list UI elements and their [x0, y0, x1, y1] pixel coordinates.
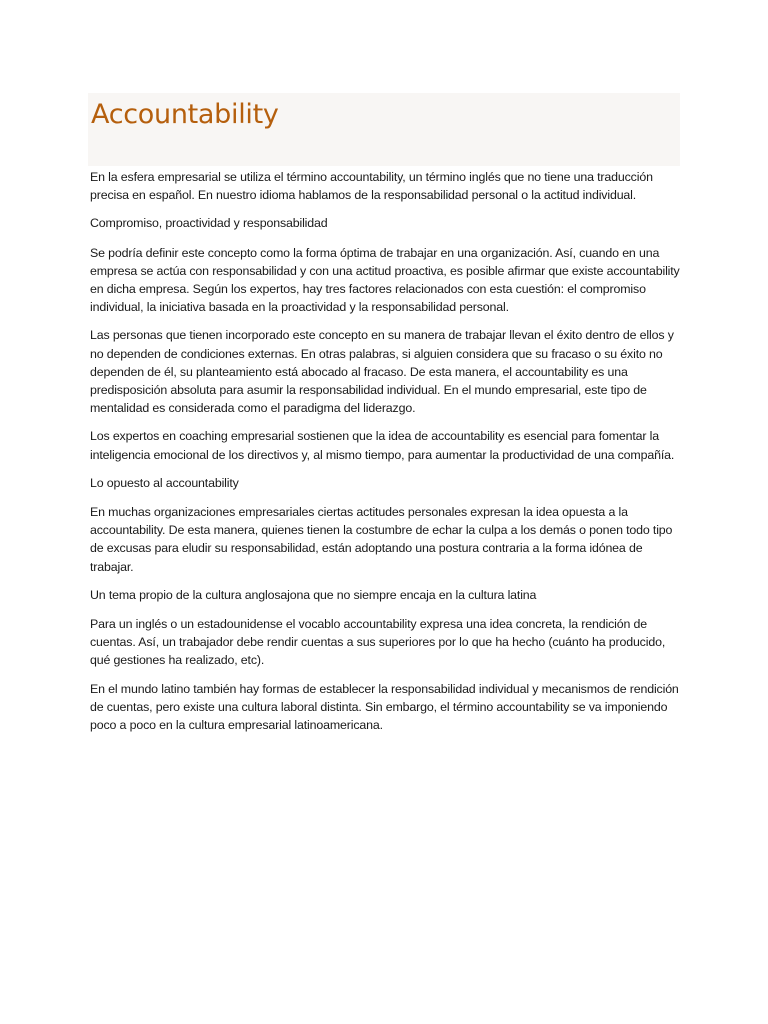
- body-paragraph: Para un inglés o un estadounidense el vocablo accountability expresa una idea concreta, la rendición de cuentas. Así, un trabajador debe rendir cuentas a sus superiores por lo que ha hecho (cuánto ha producido, qué gestiones ha realizado, etc).: [90, 617, 666, 668]
- section-heading-compromiso: Compromiso, proactividad y responsabilidad: [90, 216, 328, 231]
- body-paragraph: Se podría definir este concepto como la forma óptima de trabajar en una organización. Así, cuando en una empresa se actúa con responsabilidad y con una actitud proactiva, es posible afirmar que existe accountability en dicha empresa. Según los expertos, hay tres factores relacionados con esta cuestión: el compromiso individual, la iniciativa basada en la proactividad y la responsabilidad personal.: [90, 245, 680, 315]
- document-body: [90, 168, 680, 744]
- intro-paragraph: En la esfera empresarial se utiliza el término accountability, un término inglés que no tiene una traducción precisa en español. En nuestro idioma hablamos de la responsabilidad personal o la actitud individual.: [90, 170, 653, 203]
- title-band: [88, 93, 680, 166]
- body-paragraph: En el mundo latino también hay formas de establecer la responsabilidad individual y mecanismos de rendición de cuentas, pero existe una cultura laboral distinta. Sin embargo, el término accountability se va imponiendo poco a poco en la cultura empresarial latinoamericana.: [90, 681, 679, 733]
- body-paragraph: Los expertos en coaching empresarial sostienen que la idea de accountability es esencial para fomentar la inteligencia emocional de los directivos y, al mismo tiempo, para aumentar la productividad de una compañía.: [90, 429, 675, 462]
- body-paragraph: Las personas que tienen incorporado este concepto en su manera de trabajar llevan el éxito dentro de ellos y no dependen de condiciones externas. En otras palabras, si alguien considera que su fracaso o su éxito no dependen de él, su planteamiento está abocado al fracaso. De esta manera, el accountability es una predisposición absoluta para asumir la responsabilidad individual. En el mundo empresarial, este tipo de mentalidad es considerada como el paradigma del liderazgo.: [90, 328, 674, 416]
- section-heading-cultura: Un tema propio de la cultura anglosajona que no siempre encaja en la cultura latina: [90, 587, 537, 602]
- body-paragraph: En muchas organizaciones empresariales ciertas actitudes personales expresan la idea opuesta a la accountability. De esta manera, quienes tienen la costumbre de echar la culpa a los demás o ponen todo tipo de excusas para eludir su responsabilidad, están adoptando una postura contraria a la forma idónea de trabajar.: [90, 505, 673, 574]
- section-heading-opuesto: Lo opuesto al accountability: [90, 475, 239, 490]
- page-title: Accountability: [91, 99, 279, 130]
